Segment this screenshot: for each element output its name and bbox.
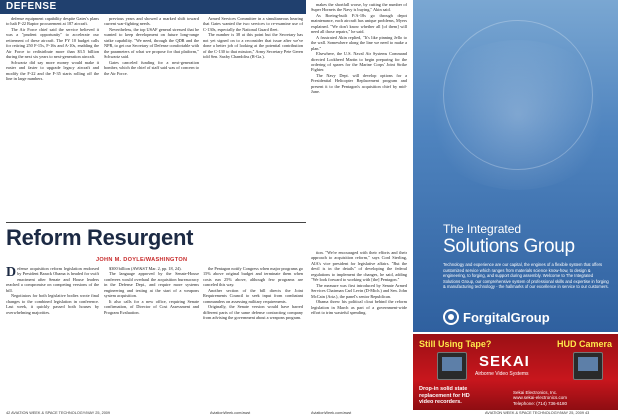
footer-left-url[interactable]: AviationWeek.com/awst [210,411,251,415]
paragraph [6,266,99,293]
section-title: DEFENSE [6,1,57,12]
paragraph: Elsewhere, the U.S. Naval Air Systems Command directed Lockheed Martin to begin preparing for the ordering of spares for the Marine Corps' Joint Strike Fighter. [311,51,407,73]
footer-right: AVIATION WEEK & SPACE TECHNOLOGY/MAY 25, 2009 43 [485,411,590,415]
sekai-pitch: Drop-in solid state replacement for HD video recorders. [419,386,470,405]
reform-article-column-2 [104,266,199,410]
paragraph: Obama threw his political clout behind the reform legislation in March as part of a government-wide effort to trim wasteful spending. [311,299,407,315]
paragraph: previous years and showed a marked shift toward current war-fighting needs. [104,16,199,27]
paragraph: The number is 38 at this point but the Secretary has not yet signed on to a reconsider that issue after we've done a better job of looking at the potential contribution of the C-130 to that mission," Army Secretary Pete Geren told Sen. Saxby Chambliss (R-Ga.). [203,32,303,60]
ad-blurb: Technology and experience are our capital, the engines of a flexible system that offers customized service which ranges from materials science know-how, to design & engineering, to forging, and support during assembly. Welcome to The Integrated Solutions Group, our comprehensive system of professional skills and expertise in forging & manufacturing technology - the hallmarks of our excellence in service to our customers. [443,262,609,290]
paragraph: Gates canceled funding for a next-generation bomber, which the chief of staff said was of concern to the Air Force. [104,59,199,76]
reform-article-column-4 [311,250,407,410]
reform-article-column-3 [203,266,303,410]
reform-article-column-1 [6,266,99,410]
top-article-column-3 [203,16,303,220]
sekai-ad[interactable] [413,334,618,410]
article-byline: JOHN M. DOYLE/WASHINGTON [96,257,188,263]
ad-background-ring [443,20,593,170]
ad-tagline-line-2: Solutions Group [443,236,575,257]
paragraph: The Air Force chief said the service believed it was a "prudent opportunity" to accelerate our retirement of these aircraft. The FY 10 budget calls for retiring 250 F-15s, F-16s and A-10s, enabling the Air Force to redistribute more than $3.5 billion during the next six years to next-generation aircraft. [6,26,99,60]
top-article-column-1 [6,16,99,220]
paragraph: Another section of the bill directs the Joint Requirements Council to seek input from combatant commanders on assessing military requirements. [203,287,303,304]
paragraph: $300 billion (AW&ST Mar. 2, pp. 18, 24). [109,266,182,271]
ad-headline-right: HUD Camera [556,339,612,349]
paragraph: defense equipment capability despite Gates's plans to halt F-22 Raptor procurement at 187 aircraft. [6,16,99,27]
headline-block [6,222,306,256]
paragraph: The Navy Dept. will develop options for a Presidential Helicopter Replacement program and present it to the Pentagon's acquisition chief by mid-June. [311,72,407,95]
paragraph: Nevertheless, the top USAF general stressed that he wanted to keep development on future long-range strike capability. "We need, through the QDR and the NPR, to get our Secretary of Defense comfortable with the parameters of what we propose for that platform," Schwartz said. [104,26,199,60]
paragraph: Negotiators for both legislative bodies wrote final changes to the combined legislation in conference. Last week, it quickly passed both houses by overwhelming majorities. [6,293,99,315]
top-article-column-2 [104,16,199,220]
paragraph: makes the shortfall worse, by cutting the number of Super Hornets the Navy is buying," Akin said. [311,2,407,13]
top-article-column-4 [311,2,407,247]
sekai-subtitle: Airborne Video Systems [475,371,529,377]
paragraph: Armed Services Committee in a simultaneous hearing that Gates wanted the two services to re-examine use of C-130s, especially the National Guard fleet. [203,16,303,32]
paragraph: A frustrated Akin replied, "It's like pinning Jello to the wall. Somewhere along the line we need to make a plan." [311,34,407,51]
footer-left: 42 AVIATION WEEK & SPACE TECHNOLOGY/MAY 25, 2009 [6,411,111,415]
contact-website[interactable]: www.sekai-electronics.com [513,395,568,401]
video-recorder-icon [437,352,467,380]
paragraph: Schwartz did say more money would make it easier and faster to upgrade legacy aircraft and modify the F-22 and the F-35 starts rolling off the line in large numbers. [6,59,99,81]
paragraph-text: efense acquisition reform legislation endorsed by President Barack Obama is headed for swift enactment after Senate and House leaders reached a compromise on competing versions of the bill. [6,266,99,293]
integrated-solutions-ad[interactable] [413,0,618,332]
paragraph: Originally, the Senate version would have barred different parts of the same defense contracting company from advising the government about a weapons program. [203,304,303,321]
footer-right-url[interactable]: AviationWeek.com/awst [311,411,352,415]
ad-tagline-line-1: The Integrated [443,222,522,236]
forgital-logo-icon [443,309,459,325]
forgital-logo [443,309,550,325]
section-header [0,0,306,14]
paragraph: the Pentagon notify Congress when major programs go 15% above original budget and terminate them when costs run 25% above, although few programs are canceled this way. [203,266,303,288]
contact-phone: Telephone: (714) 736-6180 [513,400,568,406]
paragraph: tion. "We're encouraged with their efforts and their approach to acquisition reform," says Cord Sterling, AIA's vice president for legislative affairs. "But the devil is in the details" of developing the federal regulations to implement the changes, he said, adding "We look forward to working with [the] Pentagon." [311,250,407,283]
paragraph: The measure was first introduced by Senate Armed Services Chairman Carl Levin (D-Mich.) and Sen. John McCain (Ariz.), the panel's senior Republican. [311,282,407,299]
paragraph: The language approved by the Senate-House conferees would overhaul the acquisition bureaucracy in the Defense Dept., and require more systems engineering and testing at the start of a weapons system acquisition. [104,271,199,299]
drop-cap: D [6,266,17,280]
article-headline: Reform Resurgent [6,225,194,250]
paragraph: As Boeing-built F/A-18s go through depot maintenance, each aircraft has unique problems, Myers explained. "We don't know whether all [of them] will need all those repairs," he said. [311,12,407,35]
contact-company: Sekai Electronics, Inc. [513,390,558,395]
sekai-contact [513,390,567,406]
sekai-brand: SEKAI [479,353,530,370]
hud-camera-icon [573,352,603,380]
paragraph: It also calls for a new office, requiring Senate confirmation, of Director of Cost Assessment and Program Evaluation. [104,298,199,315]
forgital-logo-text: ForgitalGroup [463,309,550,325]
ad-headline-left: Still Using Tape? [419,339,492,349]
